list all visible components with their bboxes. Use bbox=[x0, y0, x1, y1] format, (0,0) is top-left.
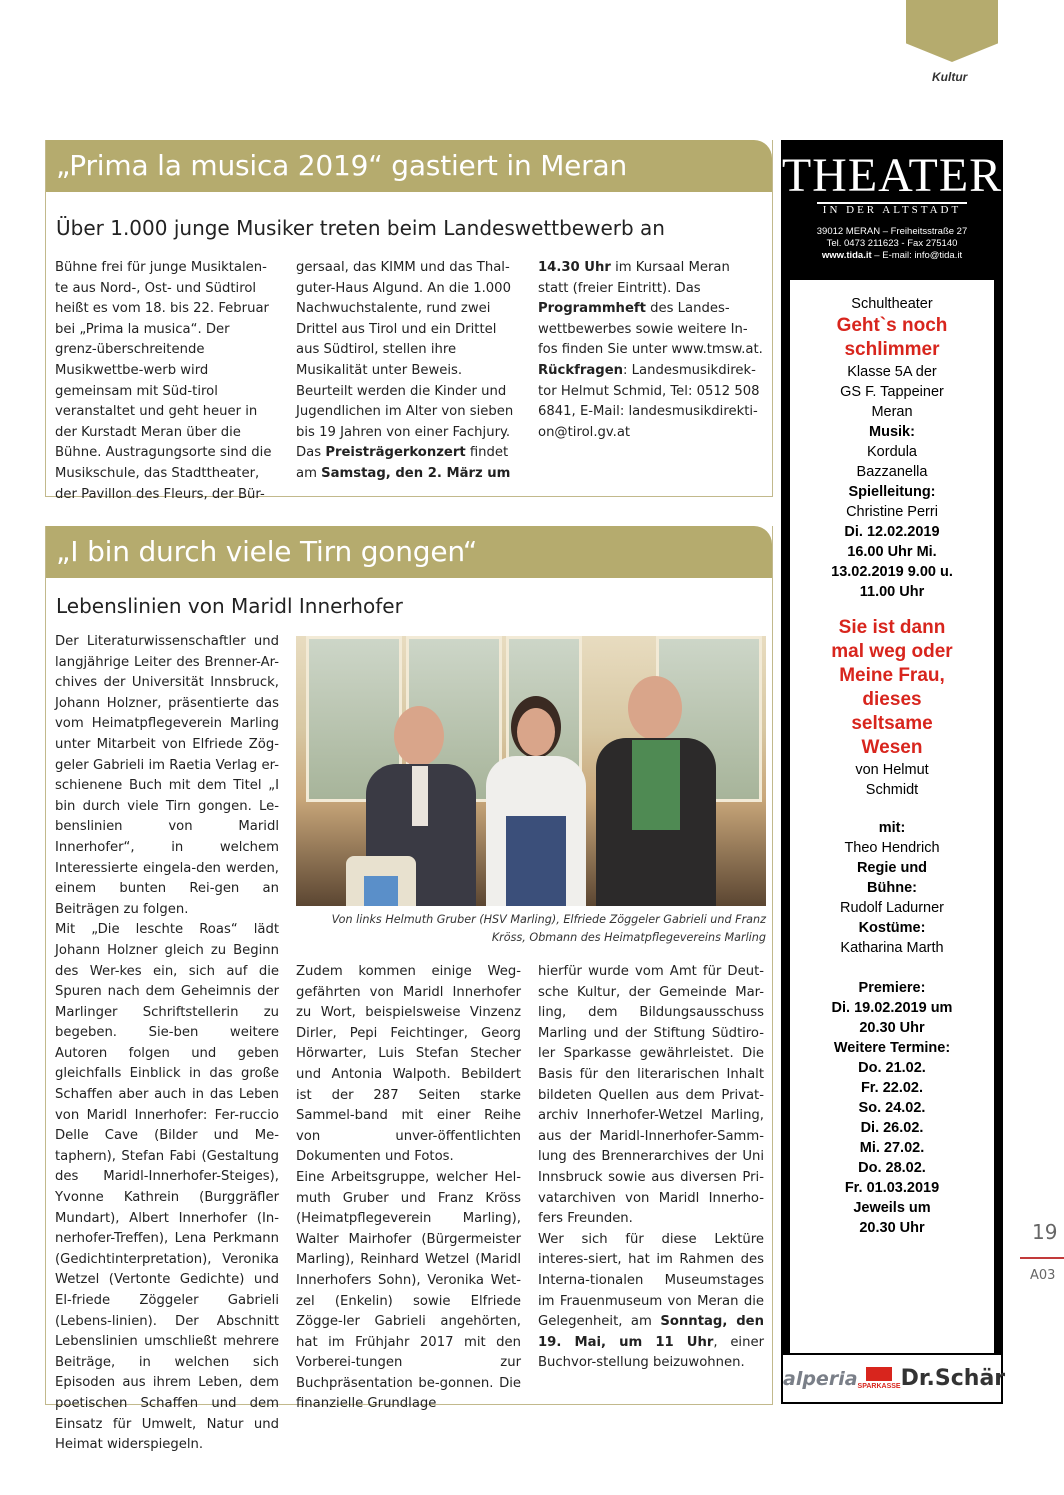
page-code: A03 bbox=[1030, 1268, 1056, 1283]
article-title: „Prima la musica 2019“ gastiert in Meran bbox=[46, 140, 772, 192]
page-number-divider bbox=[1020, 1257, 1064, 1259]
theater-logo-subtitle: IN DER ALTSTADT bbox=[817, 202, 967, 216]
ad-date: Di. 26.02. bbox=[860, 1120, 924, 1136]
paragraph: Eine Arbeitsgruppe, welcher Hel-muth Gruber und Franz Kröss (Heimatpflegeverein Marling), Walter Mairhofer (Bürgermeister Marling), Reinhard Wetzel (Maridl Innerhofers Sohn), Veronika Wet-zel (Enkelin) sowie Elfriede Zögge-ler Gabrieli angehörten, hat im Frühjahr 2017 mit den Vorberei-tungen zur Buchpräsentation be-gonnen. Die finanzielle Grundlage bbox=[296, 1169, 521, 1412]
text-run: Wer sich für diese Lektüre interes-siert, hat im Rahmen des Interna-tionalen Museumstages im Frauenmuseum von Meran die Gelegenheit, am bbox=[538, 1231, 764, 1330]
bold-run: Programmheft bbox=[538, 301, 646, 317]
ad-line: Rudolf Ladurner bbox=[840, 900, 944, 916]
text-run: findet am bbox=[296, 445, 509, 481]
person-right bbox=[596, 676, 716, 906]
sponsor-bar bbox=[781, 1353, 1006, 1404]
bold-run: Preisträgerkonzert bbox=[325, 445, 466, 461]
article-title: „I bin durch viele Tirn gongen“ bbox=[46, 526, 772, 578]
ad-line: Klasse 5A der GS F. Tappeiner Meran bbox=[840, 364, 944, 420]
article-subtitle: Über 1.000 junge Musiker treten beim Landeswettbewerb an bbox=[56, 216, 665, 240]
ad-dates: Jeweils um 20.30 Uhr bbox=[853, 1200, 931, 1236]
paragraph: Der Literaturwissenschaftler und langjährige Leiter des Brenner-Ar-chives der Universität Innsbruck, Johann Holzner, präsentierte das vom Heimatpflegeverein Marling unter Mitarbeit von Elfriede Zög-geler Gabrieli im Raetia Verlag er-schienene Buch mit dem Titel „I bin durch viele Tirn gongen. Le-benslinien von Maridl Innerhofer“, in welchem Interessierte eingela-den werden, einem bunten Rei-gen an Beiträgen zu folgen. bbox=[55, 634, 279, 917]
article-column-1: Bühne frei für junge Musiktalen-te aus Nord-, Ost- und Südtirol heißt es vom 18. bis 22. Februar bei „Prima la musica“. Der grenz-überschreitende Musikwettbe-werb wird gemeinsam mit Süd-tirol veranstaltet und geht heuer in der Kurstadt Meran über die Bühne. Austragungsorte sind die Musikschule, das Stadttheater, der Pavillon des Fleurs, der Bür- bbox=[55, 260, 272, 502]
ad-date: Do. 28.02. bbox=[858, 1160, 926, 1176]
ad-date: Fr. 01.03.2019 bbox=[844, 1180, 940, 1196]
person-left bbox=[366, 706, 476, 906]
text-run: : Landesmusikdirek-tor Helmut Schmid, Tel: 0512 508 6841, E-Mail: landesmusikdirekti-on@tirol.gv.at bbox=[538, 362, 760, 440]
drschaer-logo: Dr.Schär bbox=[900, 1366, 1006, 1391]
article-column-2 bbox=[296, 258, 516, 485]
text-run: , einer Buchvor-stellung beizuwohnen. bbox=[538, 1334, 764, 1371]
ad-line: Katharina Marth bbox=[840, 940, 944, 956]
ad-label: Musik: bbox=[869, 424, 915, 440]
ad-address bbox=[781, 226, 1003, 262]
website-link[interactable]: www.tida.it bbox=[821, 250, 872, 261]
ad-program bbox=[790, 280, 994, 1353]
ad-date: Mi. 27.02. bbox=[859, 1140, 925, 1156]
ad-label: Premiere: bbox=[858, 980, 926, 996]
ad-label: Spielleitung: bbox=[848, 484, 936, 500]
text-run: des Landes-wettbewerbes sowie weitere In-fos finden Sie unter www.tmsw.at. bbox=[538, 301, 763, 358]
ad-line: Kordula Bazzanella bbox=[856, 444, 928, 480]
ad-dates: Di. 19.02.2019 um 20.30 Uhr bbox=[831, 1000, 953, 1036]
article-photo bbox=[296, 636, 766, 906]
ad-label: Weitere Termine: bbox=[833, 1040, 951, 1056]
play-title: Sie ist dann mal weg oder Meine Frau, dieses seltsame Wesen bbox=[831, 617, 953, 758]
web-line bbox=[781, 250, 1003, 262]
alperia-logo: alperia bbox=[783, 1367, 858, 1390]
page-number: 19 bbox=[1032, 1220, 1058, 1244]
paragraph: Zudem kommen einige Weg-gefährten von Maridl Innerhofer zu Wort, beispielsweise Vinzenz Dirler, Pepi Feichtinger, Georg Hörwarter, Luis Stefan Stecher und Antonia Walpoth. Bebildert ist der 287 Seiten starke Sammel-band mit einer Reihe von unver-öffentlichten Dokumenten und Fotos. bbox=[296, 964, 521, 1165]
person-middle bbox=[481, 696, 591, 906]
bold-run: Rückfragen bbox=[538, 362, 624, 378]
section-tab bbox=[906, 0, 998, 62]
sparkasse-label: SPARKASSE bbox=[857, 1382, 901, 1390]
article-subtitle: Lebenslinien von Maridl Innerhofer bbox=[56, 594, 403, 618]
ad-label: Kostüme: bbox=[858, 920, 926, 936]
ad-line: Theo Hendrich bbox=[844, 840, 940, 856]
phone-line: Tel. 0473 211623 - Fax 275140 bbox=[826, 238, 958, 249]
ad-date: So. 24.02. bbox=[858, 1100, 926, 1116]
paragraph: hierfür wurde vom Amt für Deut-sche Kultur, der Gemeinde Mar-ling, dem Bildungsausschuss Marling und der Stiftung Südtiro-ler Sparkasse gewährleistet. Die Basis für den literarischen Inhalt bildeten Quellen aus dem Privat-archiv Innerhofer-Wetzel Marling, aus der Maridl-Innerhofer-Samm-lung des Brennerarchives der Uni Innsbruck sowie aus diversen Pri-vatarchiven von Maridl Innerho-fers Freunden. bbox=[538, 964, 764, 1227]
play-title: Geht`s noch schlimmer bbox=[836, 315, 948, 360]
bold-run: 14.30 Uhr bbox=[538, 260, 611, 275]
article-column-3 bbox=[538, 962, 764, 1374]
ad-line: Schultheater bbox=[851, 296, 933, 312]
sparkasse-logo bbox=[858, 1367, 901, 1391]
theater-logo: THEATER bbox=[781, 149, 1003, 202]
section-tag: Kultur bbox=[932, 70, 968, 84]
article-column-1 bbox=[55, 632, 279, 1456]
theater-advertisement[interactable] bbox=[781, 140, 1006, 1404]
bold-run: Sonntag, den 19. Mai, um 11 Uhr bbox=[538, 1314, 765, 1350]
ad-date: Fr. 22.02. bbox=[860, 1080, 924, 1096]
article-column-3 bbox=[538, 258, 764, 443]
ad-header bbox=[781, 140, 1003, 268]
paragraph: Mit „Die leschte Roas“ lädt Johann Holzner gleich zu Beginn des Wer-kes ein, sich auf die Spuren nach dem Geheimnis der Marlinger Schriftstellerin zu begeben. Sie-ben weitere Autoren folgen und geben gleichfalls Einblick in das große Schaffen aber auch in das Leben von Maridl Innerhofer: Fer-ruccio Delle Cave (Bilder und Me-taphern), Stefan Fabi (Gestaltung des Maridl-Innerhofer-Steiges), Yvonne Kathrein (Burggräfler Mundart), Albert Innerhofer (In-nerhofer-Treffen), Lena Perkmann (Gedichtinterpretation), Veronika Wetzel (Vertonte Gedichte) und El-friede Zöggeler Gabrieli (Lebens-linien). Der Abschnitt Lebenslinien umschließt mehrere Beiträge, in welchen sich Episoden aus ihrem Leben, dem poetischen Schaffen und dem Einsatz für Umwelt, Natur und Heimat widerspiegeln. bbox=[55, 922, 279, 1453]
email-text: – E-mail: info@tida.it bbox=[871, 250, 963, 261]
text-run: im Kursaal Meran statt (freier Eintritt). Das bbox=[538, 260, 730, 296]
ad-line: Christine Perri bbox=[846, 504, 938, 520]
ad-label: mit: bbox=[878, 820, 906, 836]
ad-dates: Di. 12.02.2019 16.00 Uhr Mi. 13.02.2019 9.00 u. 11.00 Uhr bbox=[831, 524, 953, 600]
text-run: gersaal, das KIMM und das Thal-guter-Haus Algund. An die 1.000 Nachwuchstalente, rund zwei Drittel aus Tirol und ein Drittel aus Südtirol, stellen ihre Musikalität unter Beweis. Beurteilt werden die Kinder und Jugendlichen im Alter von sieben bis 19 Jahren von einer Fachjury. Das bbox=[296, 260, 514, 461]
bold-run: Samstag, den 2. März um bbox=[321, 465, 511, 481]
photo-caption: Von links Helmuth Gruber (HSV Marling), Elfriede Zöggeler Gabrieli und Franz Kröss, Obmann des Heimatpflegevereins Marling bbox=[331, 913, 766, 944]
article-column-2 bbox=[296, 962, 521, 1415]
address-line: 39012 MERAN – Freiheitsstraße 27 bbox=[816, 226, 968, 237]
ad-line: von Helmut Schmidt bbox=[855, 762, 929, 798]
article-prima-la-musica bbox=[45, 140, 773, 502]
ad-label: Regie und Bühne: bbox=[856, 860, 928, 896]
ad-date: Do. 21.02. bbox=[858, 1060, 926, 1076]
